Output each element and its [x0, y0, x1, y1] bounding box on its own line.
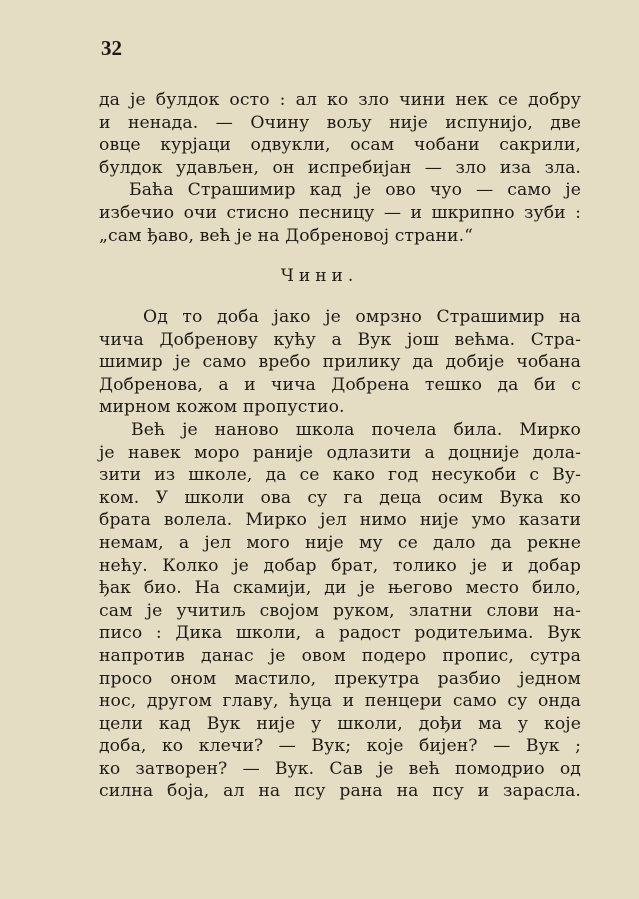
text-line: Већ је наново школа почела била. Мирко	[131, 419, 581, 440]
text-line: цели кад Вук није у школи, дођи ма у које	[99, 713, 581, 734]
text-line: доба, ко клечи? — Вук; које бијен? — Вук ;	[99, 736, 581, 757]
text-line: Баћа Страшимир кад је ово чуо — само је	[129, 180, 581, 201]
text-line: сам је учитиљ својом руком, златни слови на-	[99, 600, 581, 621]
text-line: немам, а јел мого није му се дало да рекне	[99, 532, 581, 553]
text-line: шимир је само вребо прилику да добије чобана	[99, 352, 581, 373]
text-line: чича Добренову кућу а Вук још већма. Стра-	[99, 329, 581, 350]
text-line: брата волела. Мирко јел нимо није умо казати	[99, 510, 581, 531]
section-heading: Чини.	[280, 266, 359, 286]
text-line: мирном кожом пропустио.	[99, 397, 345, 418]
text-line: је навек моро раније одлазити а доцније дола-	[99, 442, 581, 463]
text-line: Добренова, а и чича Добрена тешко да би с	[99, 374, 581, 395]
text-line: нећу. Колко је добар брат, толико је и добар	[99, 555, 581, 576]
text-line: силна боја, ал на псу рана на псу и зарасла.	[99, 781, 581, 802]
text-line: просо оном мастило, прекутра разбио једном	[99, 668, 581, 689]
text-line: овце курјаци одвукли, осам чобани сакрили,	[99, 135, 581, 156]
text-line: Од то доба јако је омрзно Страшимир на	[143, 307, 581, 327]
text-line: ђак био. На скамији, ди је његово место било,	[99, 578, 581, 599]
text-line: и ненада. — Очину вољу није испунијо, две	[99, 112, 581, 133]
text-line: ко затворен? — Вук. Сав је већ помодрио од	[99, 758, 581, 779]
text-line: зити из школе, да се како год несукоби с Ву-	[99, 465, 581, 486]
text-line: нос, другом главу, ћуца и пенцери само су онда	[99, 691, 581, 712]
text-line: „сам ђаво, већ је на Добреновој страни.“	[99, 225, 474, 246]
text-line: напротив данас је овом подеро пропис, сутра	[99, 645, 581, 666]
top-paragraph	[99, 89, 581, 247]
text-line: булдок удављен, он испребијан — зло иза зла.	[99, 157, 581, 178]
text-line: ком. У школи ова су га деца осим Вука ко	[99, 487, 581, 508]
text-line: избечио очи стисно песницу — и шкрипно зуби :	[99, 202, 581, 223]
text-line: да је булдок осто : ал ко зло чини нек се добру	[99, 90, 581, 110]
text-line: писо : Дика школи, а радост родитељима. Вук	[99, 623, 581, 644]
page-number: 32	[101, 36, 122, 60]
body-paragraphs	[99, 306, 581, 803]
